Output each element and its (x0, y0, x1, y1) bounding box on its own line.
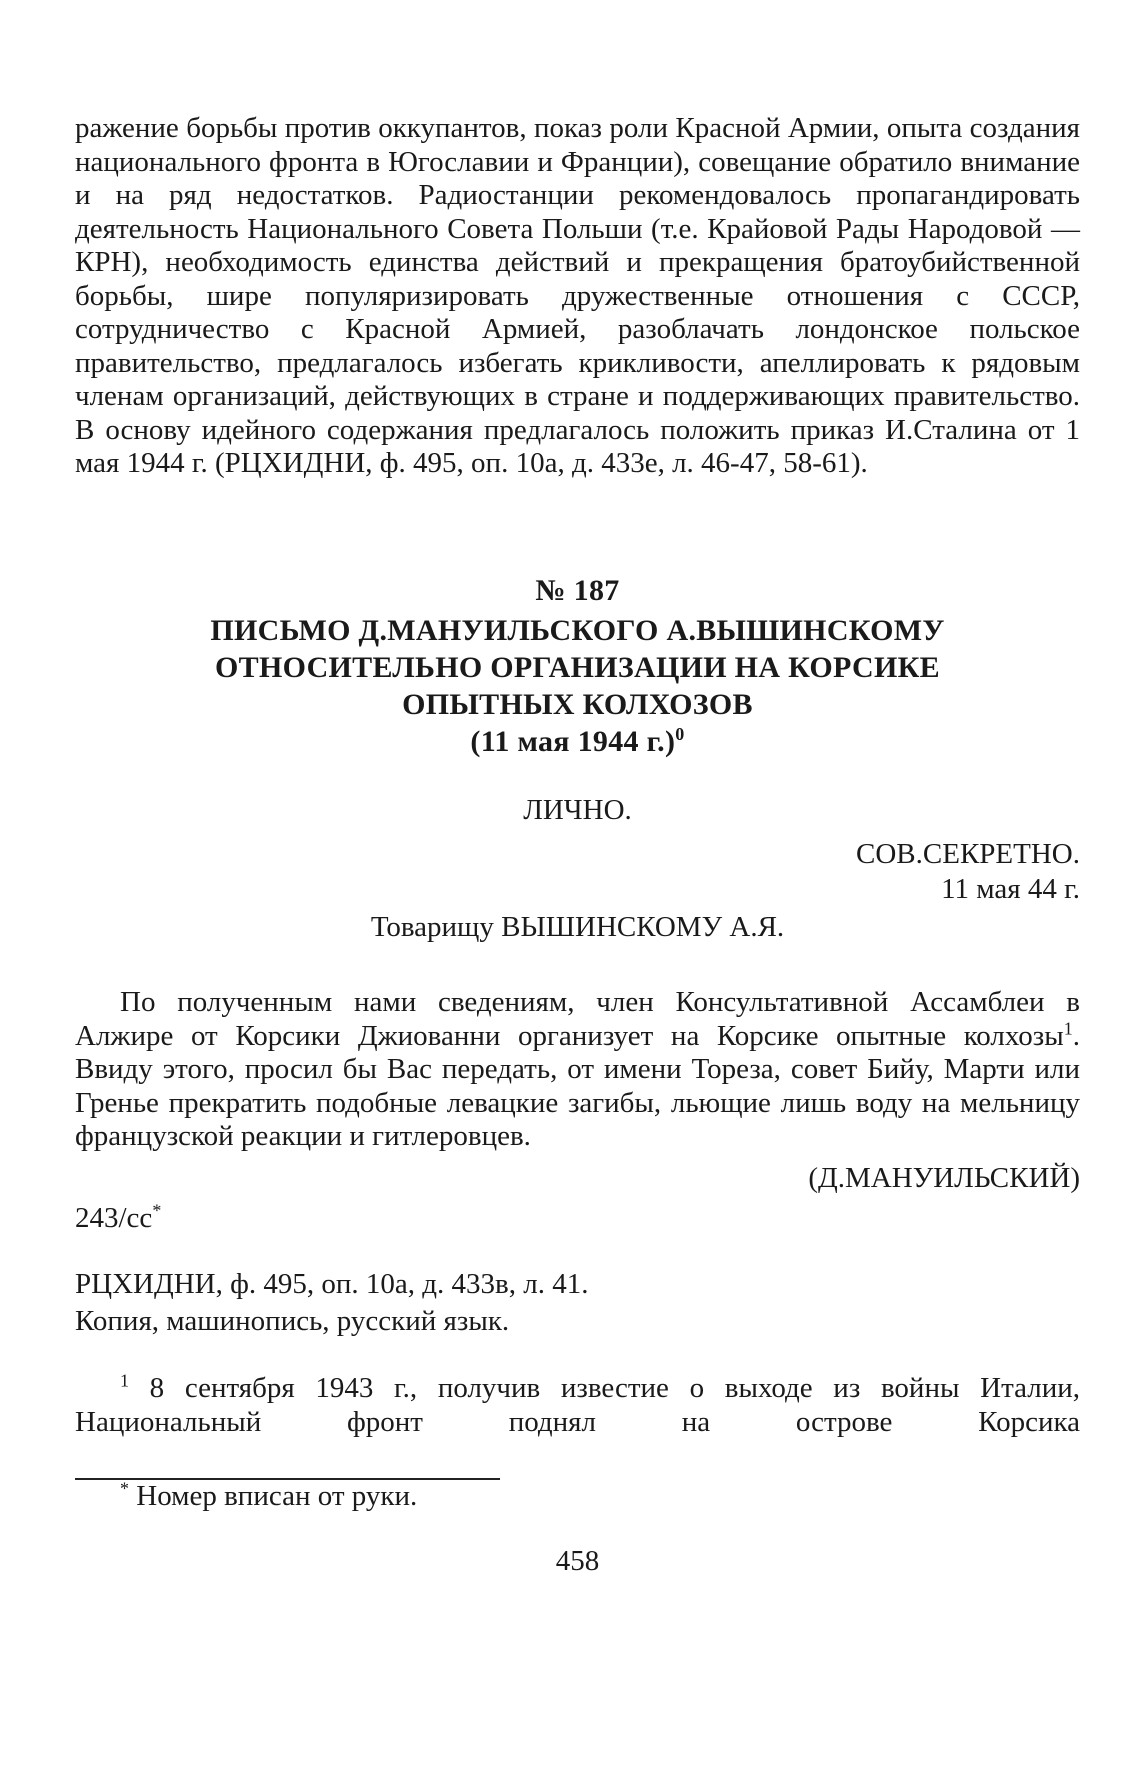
addressee: Товарищу ВЫШИНСКОМУ А.Я. (370, 911, 785, 943)
registration-number: 243/сс* (75, 1200, 162, 1234)
copy-note: Копия, машинопись, русский язык. (75, 1305, 510, 1337)
date-heading: (11 мая 1944 г.)$^0$ (470, 724, 685, 758)
classification: СОВ.СЕКРЕТНО. (856, 838, 1080, 870)
title-line: ПИСЬМО Д.МАНУИЛЬСКОГО А.ВЫШИНСКОМУ (210, 614, 945, 647)
signature: (Д.МАНУИЛЬСКИЙ) (808, 1162, 1080, 1194)
document-title (75, 612, 1080, 760)
archive-reference: РЦХИДНИ, ф. 495, оп. 10а, д. 433в, л. 41. (75, 1268, 589, 1300)
intro-paragraph: ражение борьбы против оккупантов, показ роли Красной Армии, опыта создания национального фронта в Югославии и Франции), совещание обратило внимание и на ряд недостатков. Радиостанции рекомендовалось пропагандировать деятельность Национального Совета Польши (т.е. Крайовой Рады Народовой — КРН), необходимость единства действий и прекращения братоубийственной борьбы, шире популяризировать дружественные отношения с СССР, сотрудничество с Красной Армией, разоблачать лондонское польское правительство, предлагалось избегать крикливости, апеллировать к рядовым членам организаций, действующих в стране и поддерживающих правительство. В основу идейного содержания предлагалось положить приказ И.Сталина от 1 мая 1944 г. (РЦХИДНИ, ф. 495, оп. 10а, д. 433е, л. 46-47, 58-61). (75, 112, 1080, 479)
footnote-star: * Номер вписан от руки. (120, 1478, 418, 1512)
footnote-1: $^1$ 8 сентября 1943 г., получив известие о выходе из войны Италии, Национальный фронт поднял на острове Корсика (75, 1370, 1080, 1438)
title-line: ОПЫТНЫХ КОЛХОЗОВ (402, 688, 753, 721)
document-number: № 187 (535, 574, 620, 607)
letter-date: 11 мая 44 г. (941, 873, 1080, 905)
personal-mark: ЛИЧНО. (523, 794, 632, 826)
page-number: 458 (555, 1545, 600, 1577)
date-heading-mark: 0 (675, 724, 685, 744)
title-line: ОТНОСИТЕЛЬНО ОРГАНИЗАЦИИ НА КОРСИКЕ (215, 651, 940, 684)
footnote-ref: 1 (1063, 1017, 1073, 1038)
letter-body: По полученным нами сведениям, член Консультативной Ассамблеи в Алжире от Корсики Джиованни организует на Корсике опытные колхозы$^1$. Ввиду этого, просил бы Вас передать, от имени Тореза, совет Бийу, Марти или Гренье прекратить подобные левацкие загибы, льющие лишь воду на мельницу французской реакции и гитлеровцев. (75, 986, 1080, 1152)
